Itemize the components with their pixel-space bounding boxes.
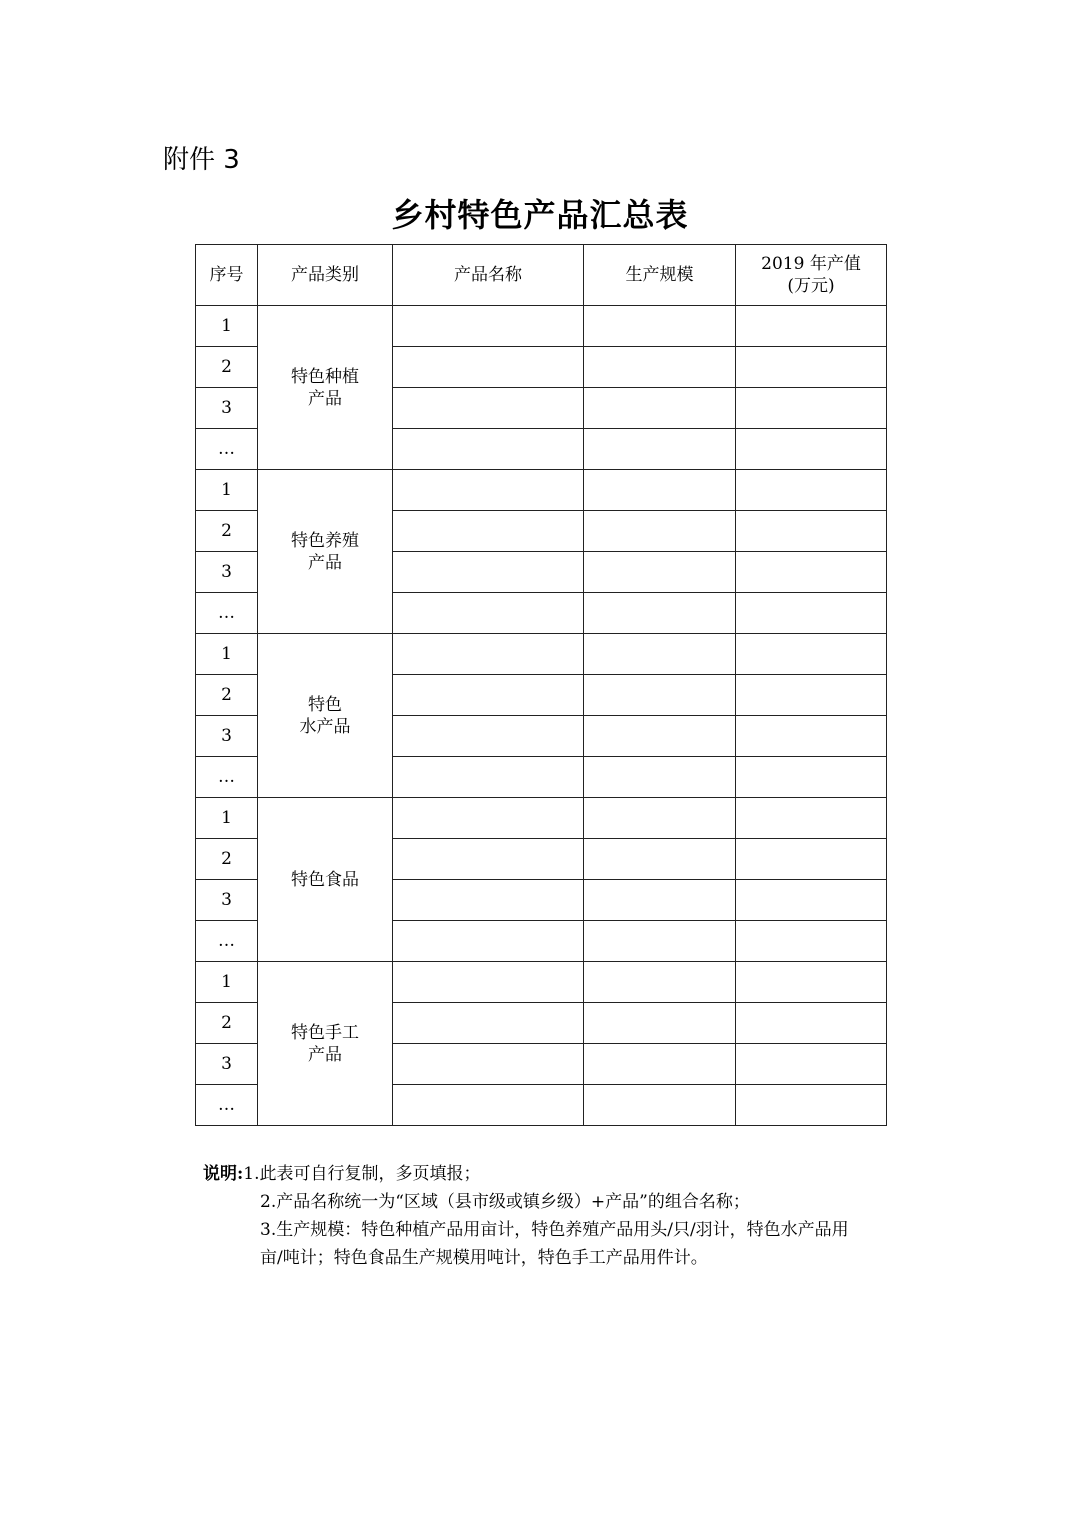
seq-cell: … — [196, 593, 258, 634]
name-cell — [393, 839, 584, 880]
name-cell — [393, 1003, 584, 1044]
name-cell — [393, 306, 584, 347]
category-line: 产品 — [308, 552, 342, 573]
value-cell — [736, 388, 887, 429]
value-cell — [736, 839, 887, 880]
scale-cell — [584, 1003, 736, 1044]
seq-cell: … — [196, 1085, 258, 1126]
value-cell — [736, 511, 887, 552]
seq-cell: 3 — [196, 552, 258, 593]
scale-cell — [584, 921, 736, 962]
scale-cell — [584, 511, 736, 552]
category-line: 产品 — [308, 1044, 342, 1065]
seq-cell: 3 — [196, 388, 258, 429]
seq-cell: 2 — [196, 347, 258, 388]
scale-cell — [584, 798, 736, 839]
seq-cell: 3 — [196, 716, 258, 757]
value-cell — [736, 880, 887, 921]
value-cell — [736, 962, 887, 1003]
value-cell — [736, 1044, 887, 1085]
category-line: 产品 — [308, 388, 342, 409]
page-title: 乡村特色产品汇总表 — [391, 196, 689, 234]
notes — [203, 1160, 943, 1272]
table-row — [196, 798, 887, 839]
name-cell — [393, 552, 584, 593]
value-cell — [736, 1003, 887, 1044]
note-item: 2.产品名称统一为“区域（县市级或镇乡级）+产品”的组合名称； — [260, 1192, 750, 1212]
value-cell — [736, 757, 887, 798]
value-cell — [736, 921, 887, 962]
table-row — [196, 470, 887, 511]
note-row — [203, 1188, 943, 1216]
value-cell — [736, 347, 887, 388]
name-cell — [393, 716, 584, 757]
category-line: 水产品 — [299, 716, 351, 737]
category-line: 特色食品 — [291, 869, 359, 890]
header-value — [736, 245, 887, 306]
table-row — [196, 306, 887, 347]
attachment-label: 附件 3 — [163, 145, 240, 175]
scale-cell — [584, 962, 736, 1003]
summary-table — [195, 244, 887, 1126]
seq-cell: 3 — [196, 1044, 258, 1085]
category-cell — [258, 798, 393, 962]
scale-cell — [584, 1085, 736, 1126]
name-cell — [393, 1044, 584, 1085]
category-cell — [258, 634, 393, 798]
scale-cell — [584, 1044, 736, 1085]
name-cell — [393, 962, 584, 1003]
header-seq: 序号 — [196, 245, 258, 306]
name-cell — [393, 634, 584, 675]
name-cell — [393, 347, 584, 388]
seq-cell: 1 — [196, 798, 258, 839]
note-item: 3.生产规模：特色种植产品用亩计，特色养殖产品用头/只/羽计，特色水产品用 — [260, 1220, 849, 1240]
value-cell — [736, 470, 887, 511]
value-cell — [736, 634, 887, 675]
name-cell — [393, 880, 584, 921]
category-line: 特色种植 — [291, 366, 359, 387]
scale-cell — [584, 593, 736, 634]
table-row — [196, 962, 887, 1003]
scale-cell — [584, 880, 736, 921]
scale-cell — [584, 634, 736, 675]
name-cell — [393, 429, 584, 470]
seq-cell: 3 — [196, 880, 258, 921]
seq-cell: … — [196, 921, 258, 962]
scale-cell — [584, 470, 736, 511]
seq-cell: 1 — [196, 470, 258, 511]
seq-cell: 1 — [196, 634, 258, 675]
scale-cell — [584, 675, 736, 716]
value-cell — [736, 716, 887, 757]
header-scale: 生产规模 — [584, 245, 736, 306]
value-cell — [736, 552, 887, 593]
name-cell — [393, 511, 584, 552]
scale-cell — [584, 716, 736, 757]
category-cell — [258, 306, 393, 470]
scale-cell — [584, 757, 736, 798]
category-cell — [258, 962, 393, 1126]
note-item: 1.此表可自行复制，多页填报； — [243, 1164, 481, 1184]
seq-cell: 2 — [196, 511, 258, 552]
note-row — [203, 1244, 943, 1272]
name-cell — [393, 798, 584, 839]
value-cell — [736, 675, 887, 716]
seq-cell: 1 — [196, 306, 258, 347]
category-line: 特色手工 — [291, 1022, 359, 1043]
name-cell — [393, 388, 584, 429]
header-value-line2: (万元) — [787, 276, 835, 296]
scale-cell — [584, 388, 736, 429]
table-row — [196, 634, 887, 675]
value-cell — [736, 593, 887, 634]
category-line: 特色 — [308, 694, 342, 715]
category-cell — [258, 470, 393, 634]
header-name: 产品名称 — [393, 245, 584, 306]
header-category: 产品类别 — [258, 245, 393, 306]
note-item: 亩/吨计；特色食品生产规模用吨计，特色手工产品用件计。 — [260, 1248, 708, 1268]
category-line: 特色养殖 — [291, 530, 359, 551]
seq-cell: … — [196, 757, 258, 798]
header-row — [196, 245, 887, 306]
seq-cell: … — [196, 429, 258, 470]
note-row — [203, 1216, 943, 1244]
name-cell — [393, 921, 584, 962]
scale-cell — [584, 839, 736, 880]
name-cell — [393, 470, 584, 511]
scale-cell — [584, 552, 736, 593]
value-cell — [736, 429, 887, 470]
table-body — [196, 306, 887, 1126]
header-value-line1: 2019 年产值 — [761, 254, 861, 274]
seq-cell: 2 — [196, 1003, 258, 1044]
name-cell — [393, 675, 584, 716]
name-cell — [393, 757, 584, 798]
value-cell — [736, 798, 887, 839]
notes-label: 说明: — [203, 1164, 244, 1184]
value-cell — [736, 306, 887, 347]
note-row — [203, 1160, 943, 1188]
scale-cell — [584, 429, 736, 470]
seq-cell: 1 — [196, 962, 258, 1003]
seq-cell: 2 — [196, 675, 258, 716]
name-cell — [393, 593, 584, 634]
scale-cell — [584, 306, 736, 347]
name-cell — [393, 1085, 584, 1126]
scale-cell — [584, 347, 736, 388]
value-cell — [736, 1085, 887, 1126]
seq-cell: 2 — [196, 839, 258, 880]
